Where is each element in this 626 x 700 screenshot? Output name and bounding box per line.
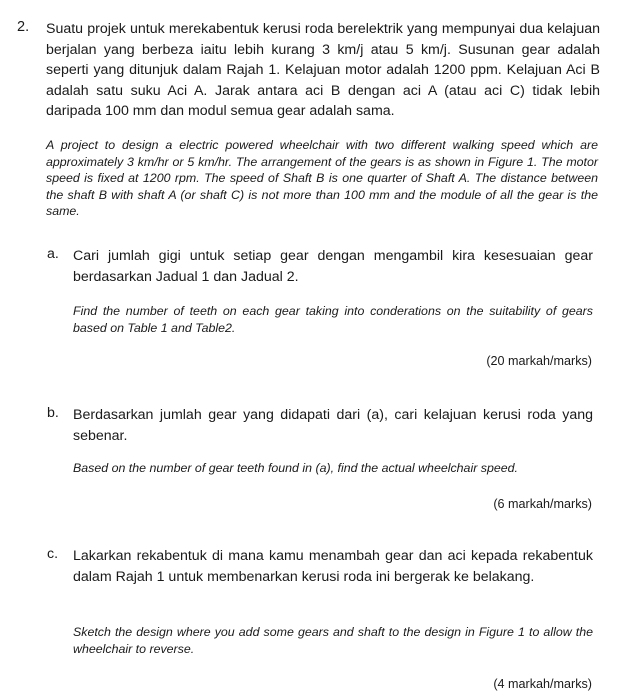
part-c-text-malay: Lakarkan rekabentuk di mana kamu menambah gear dan aci kepada rekabentuk dalam Rajah 1 untuk membenarkan kerusi roda ini bergerak ke belakang. [73, 548, 593, 585]
part-c-label: c. [47, 546, 59, 562]
part-c-marks: (4 markah/marks) [493, 677, 592, 691]
part-b-text-malay: Berdasarkan jumlah gear yang didapati dari (a), cari kelajuan kerusi roda yang sebenar. [73, 407, 593, 444]
part-c-text-english: Sketch the design where you add some gears and shaft to the design in Figure 1 to allow the wheelchair to reverse. [73, 625, 593, 656]
part-b-label: b. [47, 405, 59, 421]
part-a-text-malay: Cari jumlah gigi untuk setiap gear dengan mengambil kira kesesuaian gear berdasarkan Jadual 1 dan Jadual 2. [73, 248, 593, 285]
part-a-marks: (20 markah/marks) [486, 354, 592, 368]
question-text-english: A project to design a electric powered wheelchair with two different walking speed which are approximately 3 km/hr or 5 km/hr. The arrangement of the gears is as shown in Figure 1. The motor speed is fixed at 1200 rpm. The speed of Shaft B is one quarter of Shaft A. The distance between the shaft B with shaft A (or shaft C) is not more than 100 mm and the module of all the gear is the same. [46, 138, 598, 219]
question-text-malay: Suatu projek untuk merekabentuk kerusi roda berelektrik yang mempunyai dua kelajuan berjalan yang berbeza iaitu lebih kurang 3 km/j atau 5 km/j. Susunan gear adalah seperti yang ditunjuk dalam Rajah 1. Kelajuan motor adalah 1200 ppm. Kelajuan Aci B adalah satu suku Aci A. Jarak antara aci B dengan aci A (atau aci C) tidak lebih daripada 100 mm dan modul semua gear adalah sama. [46, 21, 600, 119]
part-b-marks: (6 markah/marks) [493, 497, 592, 511]
part-a-label: a. [47, 246, 59, 262]
part-b-text-english: Based on the number of gear teeth found in (a), find the actual wheelchair speed. [73, 461, 518, 475]
part-a-text-english: Find the number of teeth on each gear taking into conderations on the suitability of gears based on Table 1 and Table2. [73, 304, 593, 335]
question-number: 2. [17, 19, 30, 35]
